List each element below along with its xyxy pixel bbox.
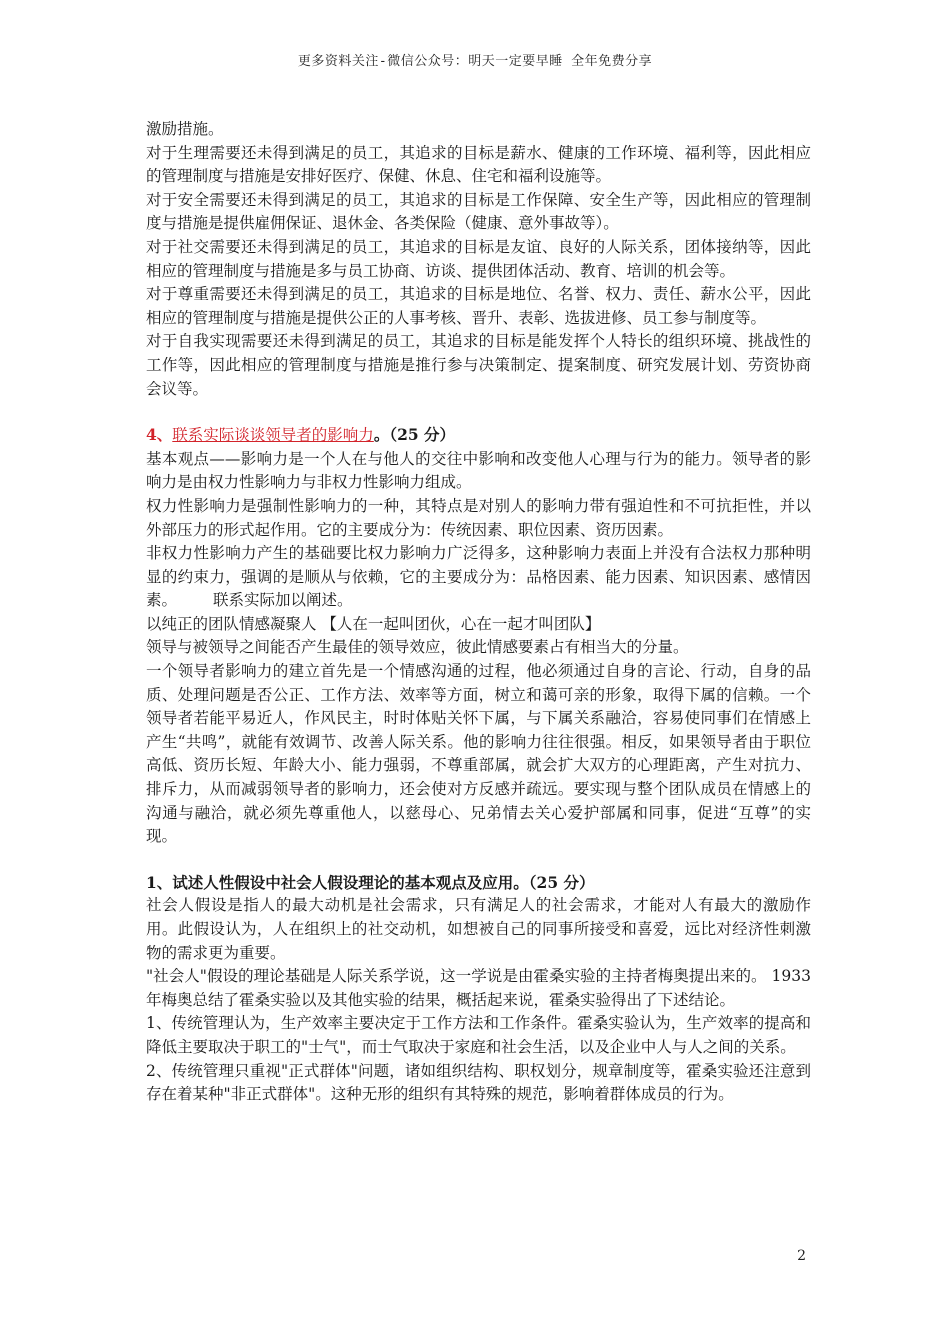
paragraph: 对于安全需要还未得到满足的员工，其追求的目标是工作保障、安全生产等，因此相应的管理制度与措施是提供雇佣保证、退休金、各类保险（健康、意外事故等）。 xyxy=(146,190,811,233)
question-heading-1: 1、试述人性假设中社会人假设理论的基本观点及应用。（25 分） xyxy=(146,872,595,892)
paragraph: 对于自我实现需要还未得到满足的员工，其追求的目标是能发挥个人特长的组织环境、挑战性的工作等，因此相应的管理制度与措施是推行参与决策制定、提案制度、研究发展计划、劳资协商会议等。 xyxy=(146,332,811,398)
paragraph: 权力性影响力是强制性影响力的一种，其特点是对别人的影响力带有强迫性和不可抗拒性，并以外部压力的形式起作用。它的主要成分为：传统因素、职位因素、资历因素。 xyxy=(146,496,811,539)
paragraph xyxy=(146,542,811,613)
paragraph: 基本观点——影响力是一个人在与他人的交往中影响和改变他人心理与行为的能力。领导者的影响力是由权力性影响力与非权力性影响力组成。 xyxy=(146,449,811,492)
paragraph: 对于社交需要还未得到满足的员工，其追求的目标是友谊、良好的人际关系，团体接纳等，因此相应的管理制度与措施是多与员工协商、访谈、提供团体活动、教育、培训的机会等。 xyxy=(146,237,811,280)
question-heading-4 xyxy=(146,423,811,448)
paragraph: 领导与被领导之间能否产生最佳的领导效应，彼此情感要素占有相当大的分量。 xyxy=(146,638,689,657)
paragraph: 1、传统管理认为，生产效率主要决定于工作方法和工作条件。霍桑实验认为，生产效率的提高和降低主要取决于职工的"士气"，而士气取决于家庭和社会生活，以及企业中人与人之间的关系。 xyxy=(146,1014,811,1056)
question-score: 。（25 分） xyxy=(373,425,456,445)
document-body xyxy=(146,118,811,1107)
paragraph: 2、传统管理只重视"正式群体"问题，诸如组织结构、职权划分，规章制度等，霍桑实验还注意到存在着某种"非正式群体"。这种无形的组织有其特殊的规范，影响着群体成员的行为。 xyxy=(146,1061,811,1104)
paragraph: 以纯正的团队情感凝聚人 【人在一起叫团伙，心在一起才叫团队】 xyxy=(146,614,601,633)
question-title-link[interactable]: 联系实际谈谈领导者的影响力 xyxy=(172,426,374,445)
page-number: 2 xyxy=(797,1248,806,1264)
paragraph-text: 非权力性影响力产生的基础要比权力影响力广泛得多，这种影响力表面上并没有合法权力那种明显的约束力，强调的是顺从与依赖，它的主要成分为：品格因素、能力因素、知识因素、感情因素。 xyxy=(146,544,811,610)
paragraph: 一个领导者影响力的建立首先是一个情感沟通的过程，他必须通过自身的言论、行动，自身的品质、处理问题是否公正、工作方法、效率等方面，树立和蔼可亲的形象，取得下属的信赖。一个领导者若能平易近人，作风民主，时时体贴关怀下属，与下属关系融洽，容易使同事们在情感上产生“共鸣”，就能有效调节、改善人际关系。他的影响力往往很强。相反，如果领导者由于职位高低、资历长短、年龄大小、能力强弱，不尊重部属，就会扩大双方的心理距离，产生对抗力、排斥力，从而减弱领导者的影响力，还会使对方反感并疏远。要实现与整个团队成员在情感上的沟通与融洽，就必须先尊重他人，以慈母心、兄弟情去关心爱护部属和同事，促进“互尊”的实现。 xyxy=(146,662,811,846)
paragraph: 对于生理需要还未得到满足的员工，其追求的目标是薪水、健康的工作环境、福利等，因此相应的管理制度与措施是安排好医疗、保健、休息、住宅和福利设施等。 xyxy=(146,143,811,186)
question-number: 4、 xyxy=(146,425,173,445)
paragraph: 对于尊重需要还未得到满足的员工，其追求的目标是地位、名誉、权力、责任、薪水公平，因此相应的管理制度与措施是提供公正的人事考核、晋升、表彰、选拔进修、员工参与制度等。 xyxy=(146,285,811,327)
paragraph: 社会人假设是指人的最大动机是社会需求，只有满足人的社会需求，才能对人有最大的激励作用。此假设认为，人在组织上的社交动机，如想被自己的同事所接受和喜爱，远比对经济性刺激物的需求更为重要。 xyxy=(146,896,811,962)
paragraph-tail: 联系实际加以阐述。 xyxy=(213,591,353,610)
top-banner: 更多资料关注-微信公众号：明天一定要早睡 全年免费分享 xyxy=(297,54,653,69)
paragraph: "社会人"假设的理论基础是人际关系学说，这一学说是由霍桑实验的主持者梅奥提出来的。 1933 年梅奥总结了霍桑实验以及其他实验的结果，概括起来说，霍桑实验得出了下述结论。 xyxy=(146,967,811,1009)
paragraph: 激励措施。 xyxy=(146,120,224,138)
